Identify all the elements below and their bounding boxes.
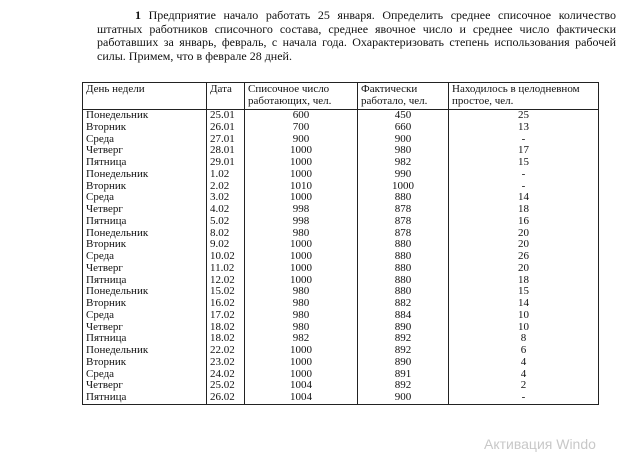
cell-actually-worked: 990: [358, 169, 449, 181]
cell-actually-worked: 880: [358, 251, 449, 263]
cell-day: Пятница: [83, 275, 207, 287]
cell-date: 17.02: [207, 310, 245, 322]
header-date: Дата: [207, 83, 245, 110]
cell-list-count: 998: [245, 216, 358, 228]
cell-day: Среда: [83, 192, 207, 204]
header-day-of-week: День недели: [83, 83, 207, 110]
problem-statement: [97, 9, 616, 63]
cell-day: Вторник: [83, 239, 207, 251]
cell-list-count: 998: [245, 204, 358, 216]
cell-idle: 10: [449, 310, 599, 322]
cell-idle: -: [449, 134, 599, 146]
cell-list-count: 980: [245, 322, 358, 334]
cell-list-count: 1004: [245, 380, 358, 392]
cell-actually-worked: 450: [358, 110, 449, 122]
cell-day: Понедельник: [83, 169, 207, 181]
cell-list-count: 1000: [245, 251, 358, 263]
cell-actually-worked: 880: [358, 263, 449, 275]
cell-idle: 18: [449, 204, 599, 216]
table-row: [83, 228, 599, 240]
cell-list-count: 1004: [245, 392, 358, 404]
cell-date: 16.02: [207, 298, 245, 310]
cell-day: Вторник: [83, 122, 207, 134]
cell-actually-worked: 891: [358, 369, 449, 381]
cell-list-count: 1000: [245, 169, 358, 181]
cell-idle: 20: [449, 239, 599, 251]
table-row: [83, 380, 599, 392]
table-row: [83, 333, 599, 345]
header-list-count: Списочное число работающих, чел.: [245, 83, 358, 110]
cell-list-count: 1010: [245, 181, 358, 193]
cell-actually-worked: 880: [358, 192, 449, 204]
cell-actually-worked: 882: [358, 298, 449, 310]
cell-actually-worked: 878: [358, 204, 449, 216]
cell-day: Четверг: [83, 263, 207, 275]
table-row: [83, 369, 599, 381]
cell-date: 24.02: [207, 369, 245, 381]
table-row: [83, 392, 599, 404]
table-row: [83, 345, 599, 357]
cell-idle: 20: [449, 228, 599, 240]
cell-list-count: 1000: [245, 263, 358, 275]
table-row: [83, 298, 599, 310]
cell-day: Четверг: [83, 145, 207, 157]
cell-day: Понедельник: [83, 110, 207, 122]
table-row: [83, 122, 599, 134]
cell-actually-worked: 884: [358, 310, 449, 322]
cell-idle: 14: [449, 298, 599, 310]
cell-idle: 4: [449, 357, 599, 369]
cell-day: Среда: [83, 369, 207, 381]
cell-idle: 13: [449, 122, 599, 134]
table-header-row: [83, 83, 599, 110]
table-row: [83, 169, 599, 181]
cell-actually-worked: 660: [358, 122, 449, 134]
cell-date: 10.02: [207, 251, 245, 263]
cell-day: Четверг: [83, 322, 207, 334]
cell-date: 11.02: [207, 263, 245, 275]
cell-idle: 4: [449, 369, 599, 381]
cell-actually-worked: 900: [358, 392, 449, 404]
cell-idle: 15: [449, 157, 599, 169]
cell-day: Вторник: [83, 357, 207, 369]
cell-idle: -: [449, 181, 599, 193]
cell-day: Среда: [83, 134, 207, 146]
cell-list-count: 980: [245, 286, 358, 298]
cell-date: 2.02: [207, 181, 245, 193]
cell-list-count: 1000: [245, 345, 358, 357]
cell-day: Четверг: [83, 380, 207, 392]
cell-idle: 17: [449, 145, 599, 157]
cell-list-count: 1000: [245, 157, 358, 169]
cell-date: 25.01: [207, 110, 245, 122]
table-row: [83, 239, 599, 251]
cell-actually-worked: 890: [358, 357, 449, 369]
cell-actually-worked: 892: [358, 380, 449, 392]
data-table: [82, 82, 599, 405]
cell-idle: 20: [449, 263, 599, 275]
table-row: [83, 310, 599, 322]
table-row: [83, 251, 599, 263]
cell-list-count: 982: [245, 333, 358, 345]
cell-day: Среда: [83, 310, 207, 322]
cell-idle: 6: [449, 345, 599, 357]
cell-actually-worked: 892: [358, 345, 449, 357]
cell-idle: 2: [449, 380, 599, 392]
cell-day: Понедельник: [83, 228, 207, 240]
table-row: [83, 275, 599, 287]
cell-list-count: 1000: [245, 357, 358, 369]
cell-date: 18.02: [207, 333, 245, 345]
table-row: [83, 357, 599, 369]
cell-actually-worked: 982: [358, 157, 449, 169]
cell-list-count: 900: [245, 134, 358, 146]
cell-idle: 25: [449, 110, 599, 122]
cell-idle: 15: [449, 286, 599, 298]
cell-list-count: 1000: [245, 369, 358, 381]
cell-idle: 26: [449, 251, 599, 263]
cell-actually-worked: 878: [358, 228, 449, 240]
cell-day: Четверг: [83, 204, 207, 216]
cell-date: 1.02: [207, 169, 245, 181]
cell-idle: -: [449, 392, 599, 404]
cell-day: Среда: [83, 251, 207, 263]
cell-date: 26.02: [207, 392, 245, 404]
cell-actually-worked: 878: [358, 216, 449, 228]
cell-actually-worked: 880: [358, 239, 449, 251]
cell-day: Вторник: [83, 298, 207, 310]
cell-date: 26.01: [207, 122, 245, 134]
cell-list-count: 600: [245, 110, 358, 122]
windows-activation-watermark: Активация Windo: [484, 436, 596, 452]
cell-date: 22.02: [207, 345, 245, 357]
table-row: [83, 181, 599, 193]
cell-date: 9.02: [207, 239, 245, 251]
cell-date: 4.02: [207, 204, 245, 216]
problem-number: 1: [135, 8, 141, 22]
cell-list-count: 1000: [245, 145, 358, 157]
cell-day: Пятница: [83, 392, 207, 404]
cell-idle: 10: [449, 322, 599, 334]
cell-list-count: 700: [245, 122, 358, 134]
cell-date: 15.02: [207, 286, 245, 298]
cell-day: Понедельник: [83, 286, 207, 298]
cell-date: 23.02: [207, 357, 245, 369]
cell-date: 29.01: [207, 157, 245, 169]
cell-list-count: 1000: [245, 275, 358, 287]
cell-date: 8.02: [207, 228, 245, 240]
cell-day: Вторник: [83, 181, 207, 193]
header-actually-worked: Фактически работало, чел.: [358, 83, 449, 110]
table-row: [83, 157, 599, 169]
problem-text: Предприятие начало работать 25 января. Определить среднее списочное количество штатных работников списочного состава, среднее явочное число и среднее число фактически работавших за январь, февраль, с начала года. Охарактеризовать степень использования рабочей силы. Примем, что в феврале 28 дней.: [97, 8, 617, 63]
table-row: [83, 204, 599, 216]
cell-date: 25.02: [207, 380, 245, 392]
cell-day: Пятница: [83, 216, 207, 228]
cell-idle: -: [449, 169, 599, 181]
cell-day: Пятница: [83, 333, 207, 345]
table-row: [83, 110, 599, 122]
cell-idle: 8: [449, 333, 599, 345]
cell-date: 27.01: [207, 134, 245, 146]
cell-list-count: 1000: [245, 192, 358, 204]
cell-day: Пятница: [83, 157, 207, 169]
table-row: [83, 286, 599, 298]
cell-list-count: 980: [245, 228, 358, 240]
cell-day: Понедельник: [83, 345, 207, 357]
cell-actually-worked: 880: [358, 286, 449, 298]
cell-list-count: 1000: [245, 239, 358, 251]
cell-actually-worked: 890: [358, 322, 449, 334]
cell-actually-worked: 900: [358, 134, 449, 146]
header-idle: Находилось в целодневном простое, чел.: [449, 83, 599, 110]
cell-actually-worked: 892: [358, 333, 449, 345]
table-row: [83, 263, 599, 275]
cell-actually-worked: 1000: [358, 181, 449, 193]
cell-date: 12.02: [207, 275, 245, 287]
cell-date: 3.02: [207, 192, 245, 204]
cell-actually-worked: 980: [358, 145, 449, 157]
table-body: [83, 110, 599, 405]
table-row: [83, 192, 599, 204]
table-row: [83, 145, 599, 157]
cell-date: 28.01: [207, 145, 245, 157]
cell-list-count: 980: [245, 310, 358, 322]
cell-actually-worked: 880: [358, 275, 449, 287]
cell-idle: 16: [449, 216, 599, 228]
cell-date: 18.02: [207, 322, 245, 334]
cell-idle: 14: [449, 192, 599, 204]
cell-idle: 18: [449, 275, 599, 287]
cell-list-count: 980: [245, 298, 358, 310]
table-row: [83, 322, 599, 334]
table-row: [83, 216, 599, 228]
table-row: [83, 134, 599, 146]
cell-date: 5.02: [207, 216, 245, 228]
